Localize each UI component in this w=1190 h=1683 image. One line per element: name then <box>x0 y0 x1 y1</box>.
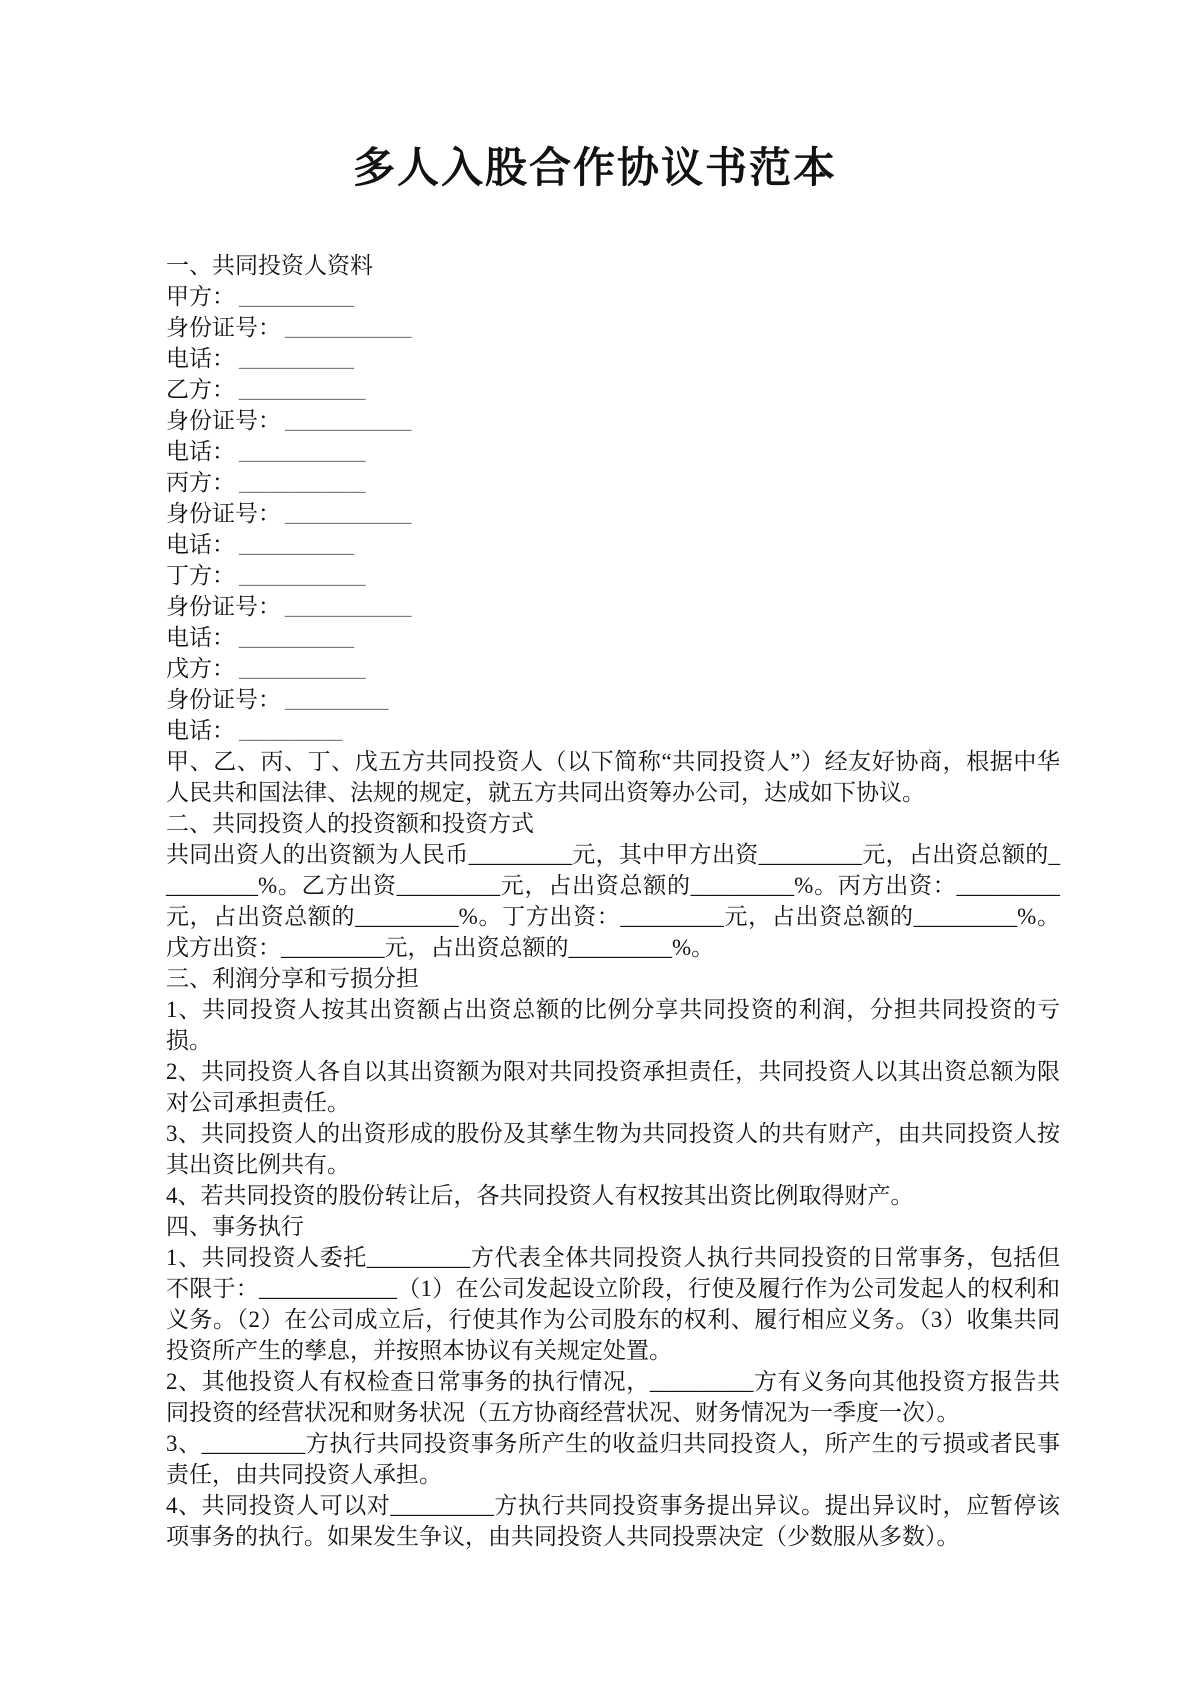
blank-line: ___________ <box>239 470 366 495</box>
field-label: 电话： <box>166 439 235 464</box>
field-row-party-e-phone <box>166 715 1060 746</box>
blank-line: ___________ <box>285 594 412 619</box>
section3-item-1: 1、共同投资人按其出资额占出资总额的比例分享共同投资的利润，分担共同投资的亏损。 <box>166 997 1060 1053</box>
section4-item-2: 2、其他投资人有权检查日常事务的执行情况，_________方有义务向其他投资方报告共同投资的经营状况和财务状况（五方协商经营状况、财务情况为一季度一次）。 <box>166 1369 1060 1425</box>
field-row-party-b-phone <box>166 436 1060 467</box>
field-label: 身份证号： <box>166 594 281 619</box>
field-label: 丁方： <box>166 563 235 588</box>
field-label: 戊方： <box>166 656 235 681</box>
intro-paragraph: 甲、乙、丙、丁、戊五方共同投资人（以下简称“共同投资人”）经友好协商，根据中华人民共和国法律、法规的规定，就五方共同出资筹办公司，达成如下协议。 <box>166 749 1060 805</box>
investor-fields-list <box>166 281 1060 746</box>
section3-item-2: 2、共同投资人各自以其出资额为限对共同投资承担责任，共同投资人以其出资总额为限对公司承担责任。 <box>166 1059 1060 1115</box>
field-row-party-e-id <box>166 684 1060 715</box>
section4-heading: 四、事务执行 <box>166 1214 304 1239</box>
section2-heading: 二、共同投资人的投资额和投资方式 <box>166 811 534 836</box>
blank-line: __________ <box>239 284 354 309</box>
field-label: 乙方： <box>166 377 235 402</box>
section3-item-3: 3、共同投资人的出资形成的股份及其孳生物为共同投资人的共有财产，由共同投资人按其出资比例共有。 <box>166 1121 1060 1177</box>
field-row-party-c-id <box>166 498 1060 529</box>
field-label: 电话： <box>166 625 235 650</box>
field-row-party-a-phone <box>166 343 1060 374</box>
field-row-party-c-name <box>166 467 1060 498</box>
section3-item-4: 4、若共同投资的股份转让后，各共同投资人有权按其出资比例取得财产。 <box>166 1183 914 1208</box>
field-row-party-e-name <box>166 653 1060 684</box>
section3-heading: 三、利润分享和亏损分担 <box>166 966 419 991</box>
field-row-party-d-phone <box>166 622 1060 653</box>
blank-line: ___________ <box>285 408 412 433</box>
section2-body: 共同出资人的出资额为人民币_________元，其中甲方出资_________元，占出资总额的_________%。乙方出资_________元，占出资总额的_________%。丙方出资：_________元，占出资总额的_________%。丁方出资：_________元，占出资总额的_________%。戊方出资：_________元，占出资总额的_________%。 <box>166 842 1060 960</box>
blank-line: _________ <box>285 687 389 712</box>
blank-line: _________ <box>239 718 343 743</box>
blank-line: ___________ <box>285 501 412 526</box>
blank-line: ___________ <box>239 563 366 588</box>
field-row-party-b-name <box>166 374 1060 405</box>
document-title: 多人入股合作协议书范本 <box>352 146 837 192</box>
blank-line: ___________ <box>239 439 366 464</box>
field-row-party-a-id <box>166 312 1060 343</box>
field-label: 身份证号： <box>166 501 281 526</box>
field-label: 身份证号： <box>166 687 281 712</box>
field-label: 电话： <box>166 346 235 371</box>
section4-item-1: 1、共同投资人委托_________方代表全体共同投资人执行共同投资的日常事务，包括但不限于：____________（1）在公司发起设立阶段，行使及履行作为公司发起人的权利和义务。（2）在公司成立后，行使其作为公司股东的权利、履行相应义务。（3）收集共同投资所产生的孳息，并按照本协议有关规定处置。 <box>166 1245 1060 1363</box>
field-row-party-d-name <box>166 560 1060 591</box>
section1-heading: 一、共同投资人资料 <box>166 253 373 278</box>
field-label: 身份证号： <box>166 408 281 433</box>
document-body <box>166 250 1060 1552</box>
blank-line: __________ <box>239 532 354 557</box>
section4-item-4: 4、共同投资人可以对_________方执行共同投资事务提出异议。提出异议时，应暂停该项事务的执行。如果发生争议，由共同投资人共同投票决定（少数服从多数）。 <box>166 1493 1060 1549</box>
blank-line: ___________ <box>239 656 366 681</box>
blank-line: ___________ <box>285 315 412 340</box>
field-row-party-a-name <box>166 281 1060 312</box>
field-label: 甲方： <box>166 284 235 309</box>
blank-line: ___________ <box>239 377 366 402</box>
blank-line: __________ <box>239 625 354 650</box>
blank-line: __________ <box>239 346 354 371</box>
field-row-party-c-phone <box>166 529 1060 560</box>
field-label: 丙方： <box>166 470 235 495</box>
section4-item-3: 3、_________方执行共同投资事务所产生的收益归共同投资人，所产生的亏损或者民事责任，由共同投资人承担。 <box>166 1431 1060 1487</box>
field-row-party-b-id <box>166 405 1060 436</box>
field-label: 身份证号： <box>166 315 281 340</box>
field-label: 电话： <box>166 718 235 743</box>
field-row-party-d-id <box>166 591 1060 622</box>
field-label: 电话： <box>166 532 235 557</box>
